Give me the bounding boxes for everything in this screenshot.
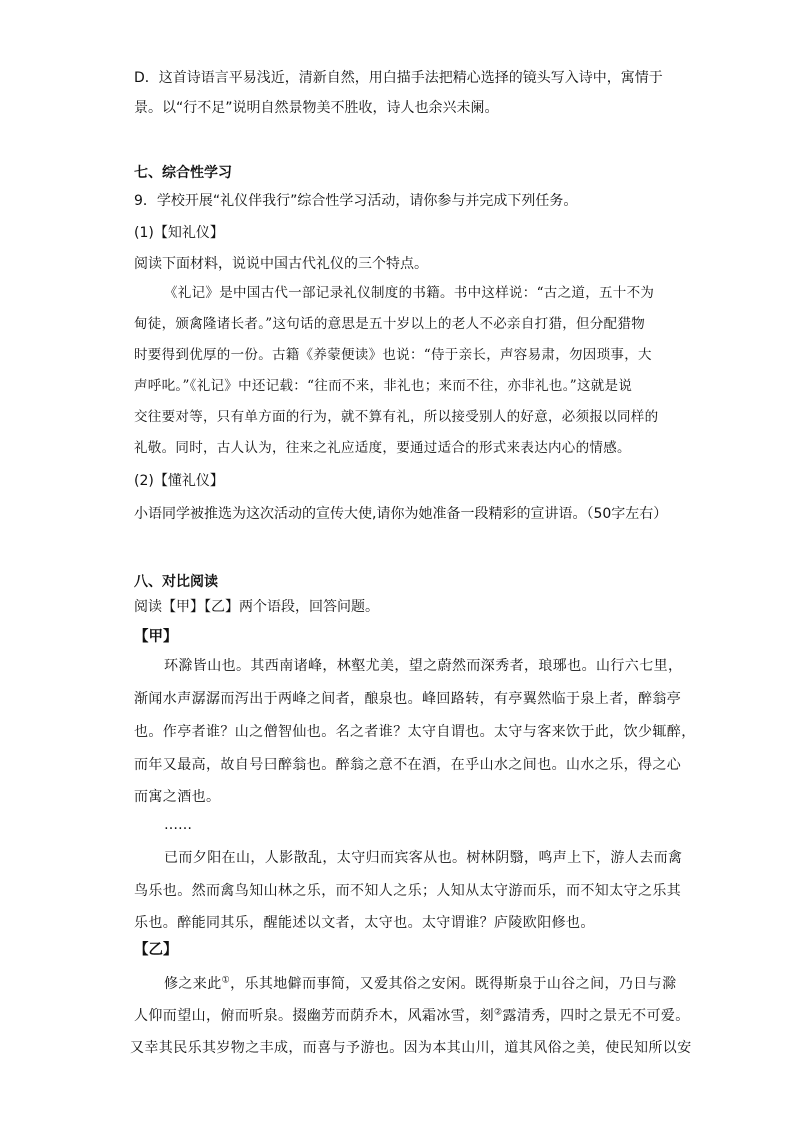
passage-jia-label: 【甲】 <box>134 629 178 645</box>
jia-line: 而寓之酒也。 <box>134 789 221 805</box>
footnote-marker-2: ② <box>494 1007 503 1018</box>
task-1-label: (1)【知礼仪】 <box>134 225 224 241</box>
material-line: 交往要对等，只有单方面的行为，就不算有礼，所以接受别人的好意，必须报以同样的 <box>134 409 659 425</box>
ellipsis: …… <box>164 817 192 833</box>
task-1-prompt: 阅读下面材料，说说中国古代礼仪的三个特点。 <box>134 256 428 272</box>
material-line: 甸徒，颁禽隆诸长者。”这句话的意思是五十岁以上的老人不必亲自打猎，但分配猎物 <box>134 316 646 332</box>
question-9: 9．学校开展“礼仪伴我行”综合性学习活动，请你参与并完成下列任务。 <box>134 193 578 209</box>
task-2-prompt: 小语同学被推选为这次活动的宣传大使,请你为她准备一段精彩的宣讲语。（50字左右） <box>134 506 668 522</box>
yi-text: ，乐其地僻而事简，又爱其俗之安闲。既得斯泉于山谷之间，乃日与滁 <box>230 976 677 992</box>
material-line: 《礼记》是中国古代一部记录礼仪制度的书籍。书中这样说：“古之道，五十不为 <box>164 285 655 301</box>
yi-line <box>164 974 676 994</box>
material-line: 时要得到优厚的一份。古籍《养蒙便读》也说：“侍于亲长，声容易肃，勿因琐事，大 <box>134 347 652 363</box>
yi-text: 露清秀，四时之景无不可爱。 <box>502 1008 690 1024</box>
material-line: 礼敬。同时，古人认为，往来之礼应适度，要通过适合的形式来表达内心的情感。 <box>134 440 631 456</box>
task-2-label: (2)【懂礼仪】 <box>134 473 224 489</box>
material-line: 声呼叱。”《礼记》中还记载：“往而不来，非礼也；来而不往，亦非礼也。”这就是说 <box>134 378 633 394</box>
yi-line <box>134 1006 690 1026</box>
yi-text: 人仰而望山，俯而听泉。掇幽芳而荫乔木，风霜冰雪，刻 <box>134 1008 494 1024</box>
option-d-line-2: 景。以“行不足”说明自然景物美不胜收，诗人也余兴未阑。 <box>134 100 499 116</box>
section-8-heading: 八、对比阅读 <box>134 574 218 590</box>
jia-line: 渐闻水声潺潺而泻出于两峰之间者，酿泉也。峰回路转，有亭翼然临于泉上者，醉翁亭 <box>134 691 682 707</box>
footnote-marker-1: ① <box>221 975 231 986</box>
passage-yi-label: 【乙】 <box>134 942 178 958</box>
jia-line: 乐也。醉能同其乐，醒能述以文者，太守也。太守谓谁？庐陵欧阳修也。 <box>134 915 595 931</box>
jia-line: 已而夕阳在山，人影散乱，太守归而宾客从也。树林阴翳，鸣声上下，游人去而禽 <box>164 850 683 866</box>
jia-line: 环滁皆山也。其西南诸峰，林壑尤美，望之蔚然而深秀者，琅琊也。山行六七里， <box>164 658 683 674</box>
jia-line: 也。作亭者谁？山之僧智仙也。名之者谁？太守自谓也。太守与客来饮于此，饮少辄醉， <box>134 724 696 740</box>
section-7-heading: 七、综合性学习 <box>134 165 232 181</box>
reading-instruction: 阅读【甲】【乙】两个语段，回答问题。 <box>134 599 379 615</box>
option-d-line-1: D．这首诗语言平易浅近，清新自然，用白描手法把精心选择的镜头写入诗中，寓情于 <box>134 70 663 86</box>
yi-line: 又幸其民乐其岁物之丰成，而喜与予游也。因为本其山川，道其风俗之美，使民知所以安 <box>130 1040 692 1056</box>
jia-line: 鸟乐也。然而禽鸟知山林之乐，而不知人之乐；人知从太守游而乐，而不知太守之乐其 <box>134 883 682 899</box>
yi-text: 修之来此 <box>164 976 222 992</box>
jia-line: 而年又最高，故自号曰醉翁也。醉翁之意不在酒，在乎山水之间也。山水之乐，得之心 <box>134 757 682 773</box>
